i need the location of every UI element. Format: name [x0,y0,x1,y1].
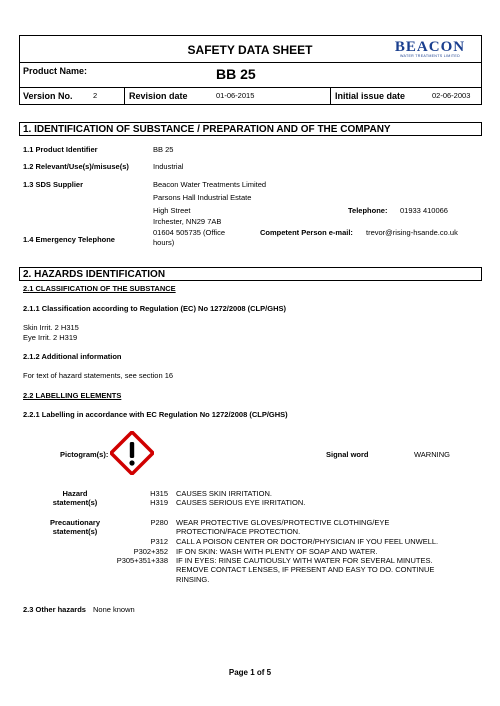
additional-info: For text of hazard statements, see section 16 [23,371,174,380]
hazard-code-1: H315 [150,489,168,498]
precaution-text-4c: RINSING. [176,575,210,584]
emergency-label: 1.4 Emergency Telephone [23,235,115,244]
other-hazards-value: None known [93,605,135,614]
sub21-heading: 2.1 CLASSIFICATION OF THE SUBSTANCE [23,284,176,293]
precaution-label-1: Precautionary [49,518,101,527]
precaution-text-2: CALL A POISON CENTER OR DOCTOR/PHYSICIAN IF YOU FEEL UNWELL. [176,537,439,546]
hazard-text-2: CAUSES SERIOUS EYE IRRITATION. [176,498,306,507]
page-number: Page 1 of 5 [228,668,272,677]
pictogram-label: Pictogram(s): [60,450,109,459]
product-identifier-value: BB 25 [153,145,174,154]
supplier-line-1: Beacon Water Treatments Limited [153,180,267,189]
product-name-value: BB 25 [216,66,256,82]
supplier-line-4: Irchester, NN29 7AB [153,217,222,226]
revision-value: 01-06-2015 [216,91,255,100]
sub221-heading: 2.2.1 Labelling in accordance with EC Regulation No 1272/2008 (CLP/GHS) [23,410,288,419]
issue-label: Initial issue date [335,91,406,101]
exclamation-pictogram-icon [110,431,154,475]
telephone-value: 01933 410066 [400,206,448,215]
precaution-code-4: P305+351+338 [116,556,168,565]
hazard-label-1: Hazard [62,489,88,498]
use-value: Industrial [153,162,184,171]
hazard-code-2: H319 [150,498,168,507]
precaution-text-4a: IF IN EYES: RINSE CAUTIOUSLY WITH WATER FOR SEVERAL MINUTES. [176,556,433,565]
precaution-code-3: P302+352 [133,547,168,556]
precaution-text-4b: REMOVE CONTACT LENSES, IF PRESENT AND EASY TO DO. CONTINUE [176,565,435,574]
precaution-text-1a: WEAR PROTECTIVE GLOVES/PROTECTIVE CLOTHING/EYE [176,518,390,527]
precaution-code-1: P280 [150,518,168,527]
hazard-text-1: CAUSES SKIN IRRITATION. [176,489,272,498]
section2-title: 2. HAZARDS IDENTIFICATION [23,269,166,280]
sub211-heading: 2.1.1 Classification according to Regulation (EC) No 1272/2008 (CLP/GHS) [23,304,286,313]
sub212-heading: 2.1.2 Additional information [23,352,122,361]
emergency-line-2: hours) [153,238,175,247]
page-title: SAFETY DATA SHEET [187,43,313,57]
classification-2: Eye Irrit. 2 H319 [23,333,78,342]
version-value: 2 [93,91,98,100]
product-identifier-label: 1.1 Product Identifier [23,145,98,154]
revision-label: Revision date [129,91,188,101]
precaution-label-2: statement(s) [52,527,98,536]
competent-email[interactable]: trevor@rising-hsande.co.uk [366,228,458,237]
sub22-heading: 2.2 LABELLING ELEMENTS [23,391,122,400]
classification-1: Skin Irrit. 2 H315 [23,323,79,332]
precaution-code-2: P312 [150,537,168,546]
supplier-line-3: High Street [153,206,191,215]
competent-label: Competent Person e-mail: [260,228,353,237]
header-divider-2 [19,87,482,88]
header-vdiv-1 [124,87,125,105]
telephone-label: Telephone: [348,206,388,215]
company-logo [384,40,476,60]
header-divider-1 [19,62,482,63]
other-hazards-label: 2.3 Other hazards [23,605,86,614]
precaution-text-1b: PROTECTION/FACE PROTECTION. [176,527,301,536]
use-label: 1.2 Relevant/Use(s)/misuse(s) [23,162,129,171]
version-label: Version No. [23,91,73,101]
supplier-label: 1.3 SDS Supplier [23,180,84,189]
precaution-text-3: IF ON SKIN: WASH WITH PLENTY OF SOAP AND WATER. [176,547,378,556]
issue-value: 02-06-2003 [432,91,471,100]
signal-word-value: WARNING [414,450,450,459]
logo-subtext: WATER TREATMENTS LIMITED [400,54,460,58]
signal-word-label: Signal word [326,450,369,459]
hazard-label-2: statement(s) [52,498,98,507]
supplier-line-2: Parsons Hall Industrial Estate [153,193,252,202]
logo-text: BEACON [394,39,466,55]
section1-title: 1. IDENTIFICATION OF SUBSTANCE / PREPARATION AND OF THE COMPANY [23,124,391,135]
header-vdiv-2 [330,87,331,105]
emergency-line-1: 01604 505735 (Office [153,228,226,237]
product-name-label: Product Name: [23,66,88,76]
